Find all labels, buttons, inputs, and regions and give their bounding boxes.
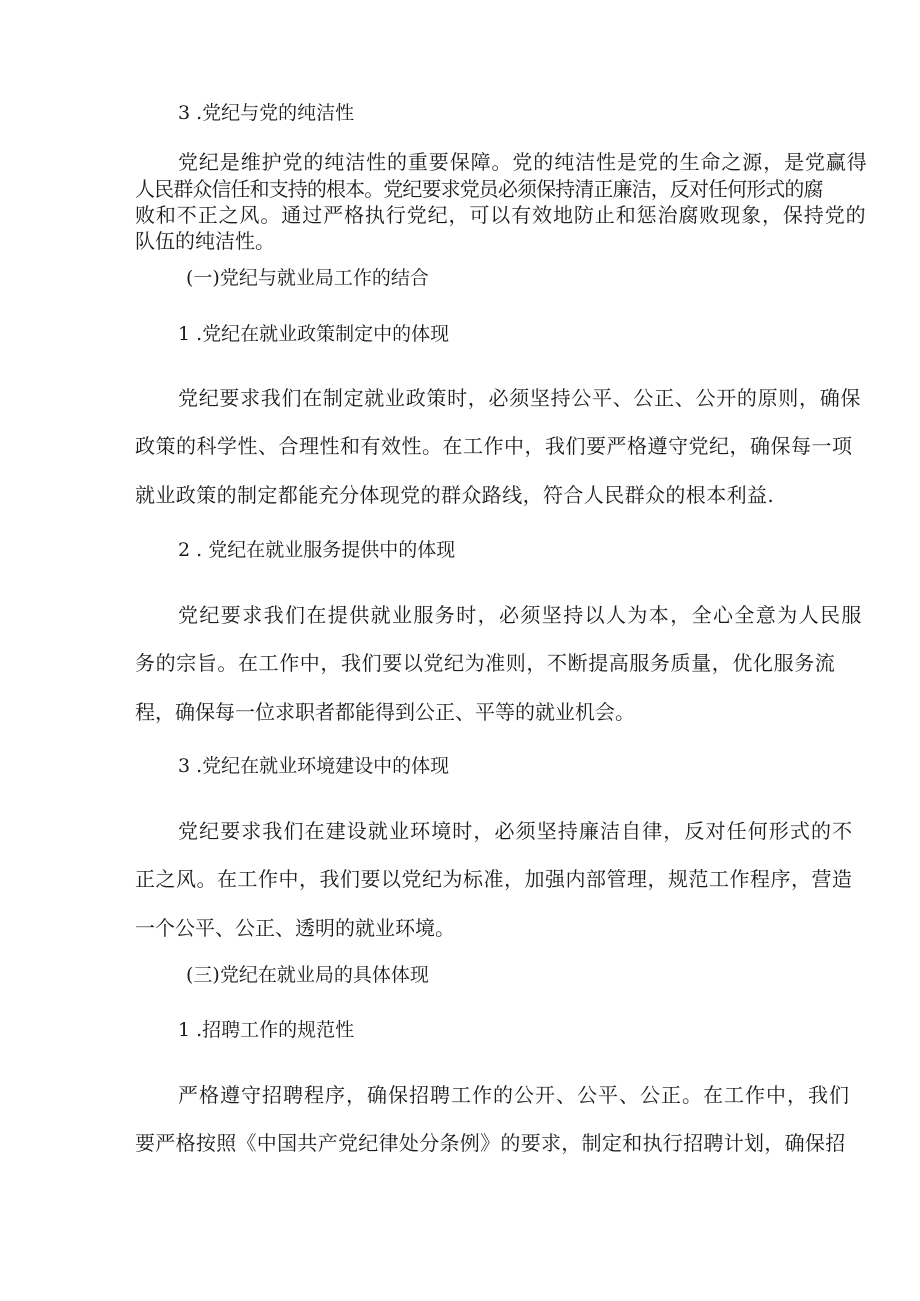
heading-section-employment-work: (一)党纪与就业局工作的结合 [186, 267, 429, 289]
heading-party-purity: 3 .党纪与党的纯洁性 [178, 102, 355, 124]
paragraph-line: 人民群众信任和支持的根本。党纪要求党员必须保持清正廉洁，反对任何形式的腐 [135, 177, 823, 201]
paragraph-line: 党纪要求我们在建设就业环境时，必须坚持廉洁自律，反对任何形式的不 [178, 819, 854, 843]
paragraph-line: 一个公平、公正、透明的就业环境。 [135, 916, 455, 940]
paragraph-line: 程，确保每一位求职者都能得到公正、平等的就业机会。 [135, 700, 635, 724]
paragraph-line: 要严格按照《中国共产党纪律处分条例》的要求，制定和执行招聘计划，确保招 [135, 1131, 846, 1155]
heading-environment-building: 3 .党纪在就业环境建设中的体现 [178, 755, 450, 777]
paragraph-line: 党纪是维护党的纯洁性的重要保障。党的纯洁性是党的生命之源，是党赢得 [178, 150, 868, 174]
paragraph-line: 队伍的纯洁性。 [135, 229, 275, 253]
paragraph-line: 党纪要求我们在提供就业服务时，必须坚持以人为本，全心全意为人民服 [178, 603, 863, 627]
paragraph-line: 严格遵守招聘程序，确保招聘工作的公开、公平、公正。在工作中，我们 [178, 1083, 850, 1107]
heading-service-provision: 2 . 党纪在就业服务提供中的体现 [178, 539, 456, 561]
paragraph-line: 正之风。在工作中，我们要以党纪为标准，加强内部管理，规范工作程序，营造 [135, 867, 853, 891]
heading-policy-making: 1 .党纪在就业政策制定中的体现 [178, 323, 450, 345]
paragraph-line: 政策的科学性、合理性和有效性。在工作中，我们要严格遵守党纪，确保每一项 [135, 434, 853, 458]
paragraph-line: 党纪要求我们在制定就业政策时，必须坚持公平、公正、公开的原则，确保 [178, 386, 862, 410]
heading-recruitment: 1 .招聘工作的规范性 [178, 1019, 355, 1041]
paragraph-line: 就业政策的制定都能充分体现党的群众路线，符合人民群众的根本利益. [135, 483, 775, 507]
heading-section-specific: (三)党纪在就业局的具体体现 [186, 964, 429, 986]
paragraph-line: 务的宗旨。在工作中，我们要以党纪为准则，不断提高服务质量，优化服务流 [135, 651, 836, 675]
paragraph-line: 败和不正之风。通过严格执行党纪，可以有效地防止和惩治腐败现象，保持党的 [135, 203, 867, 227]
